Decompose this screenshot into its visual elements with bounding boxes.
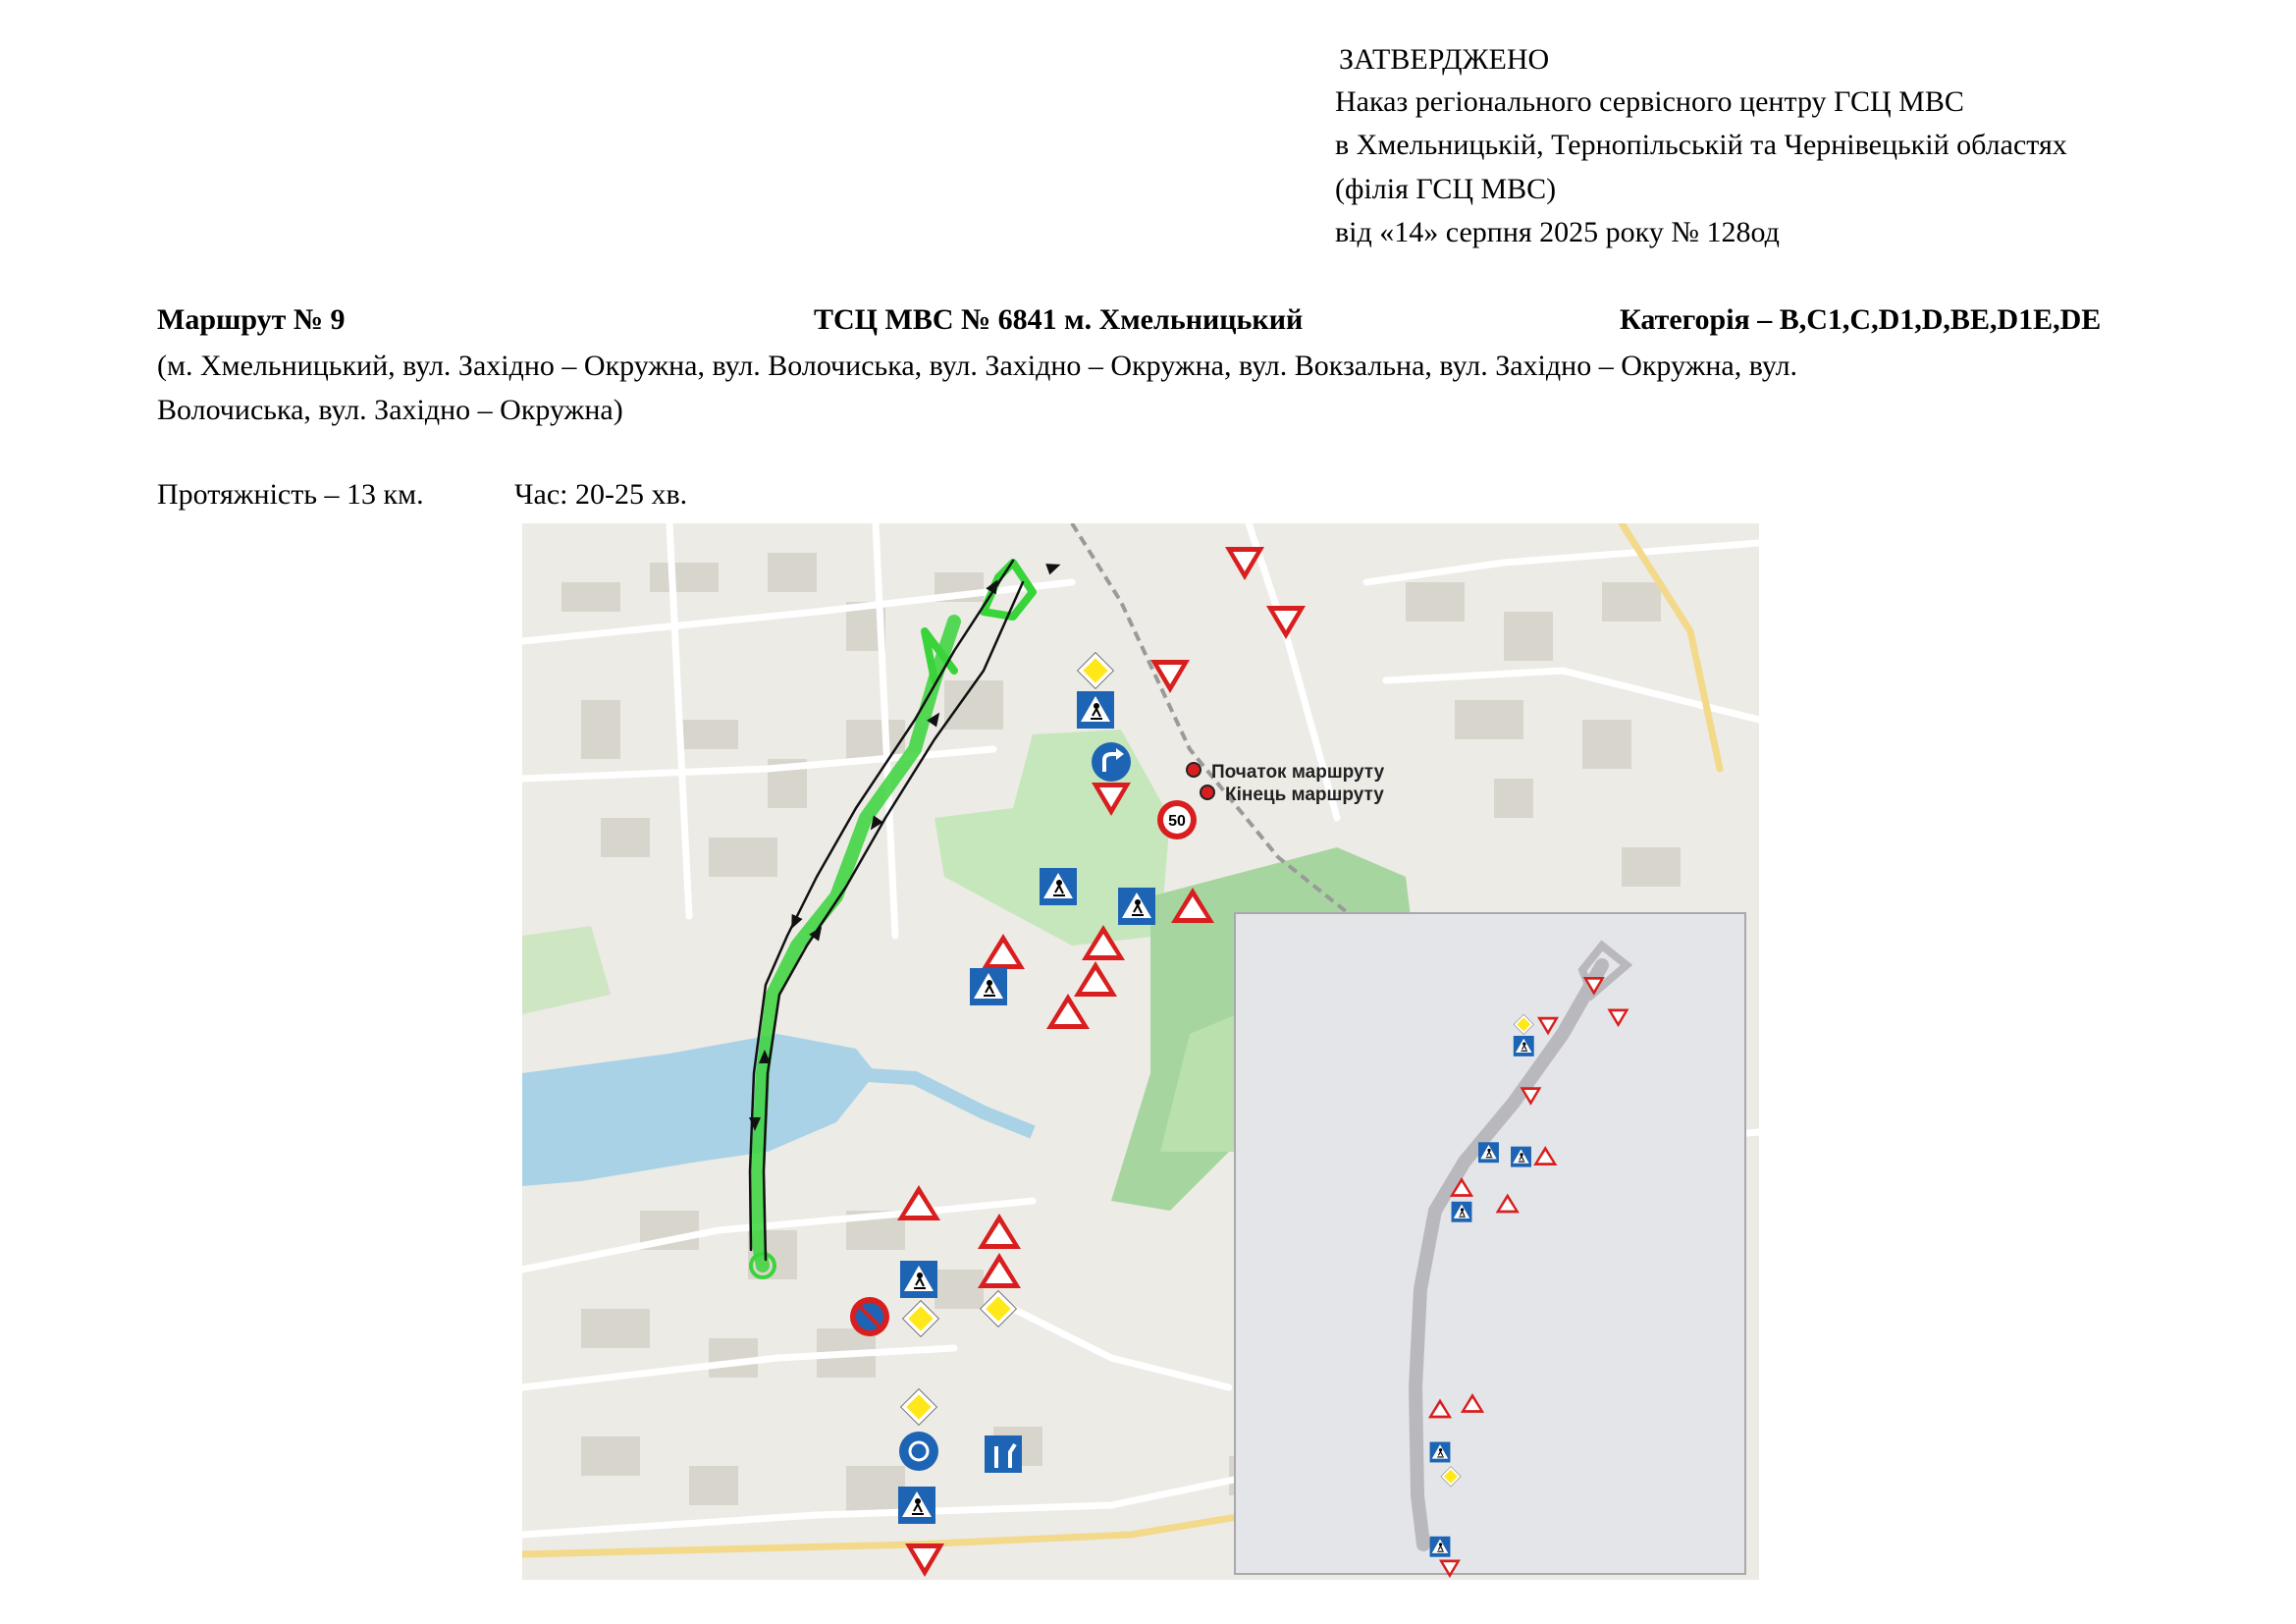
route-number: Маршрут № 9 [157, 303, 346, 336]
route-length: Протяжність – 13 км. [157, 478, 424, 511]
turn-right-sign-icon [1092, 742, 1131, 782]
roundabout-sign-icon [899, 1432, 938, 1471]
legend-end-label: Кінець маршруту [1225, 785, 1384, 805]
pedestrian-crossing-sign-icon [1430, 1537, 1451, 1557]
approval-line-branch: (філія ГСЦ МВС) [1335, 173, 1557, 205]
pedestrian-crossing-sign-icon [1511, 1147, 1531, 1167]
pedestrian-crossing-sign-icon [1514, 1036, 1534, 1056]
route-map [522, 523, 1759, 1580]
pedestrian-crossing-sign-icon [898, 1487, 935, 1524]
route-description-line-1: (м. Хмельницький, вул. Західно – Окружна, вул. Волочиська, вул. Західно – Окружна, вул. Вокзальна, вул. Західно – Окружна, вул. [157, 350, 1798, 382]
pedestrian-crossing-sign-icon [1077, 691, 1114, 729]
route-description-line-2: Волочиська, вул. Західно – Окружна) [157, 394, 623, 426]
approval-heading: ЗАТВЕРДЖЕНО [1339, 43, 1550, 76]
pedestrian-crossing-sign-icon [900, 1261, 937, 1298]
pedestrian-crossing-sign-icon [1478, 1142, 1499, 1163]
approval-line-regions: в Хмельницькій, Тернопільській та Чернівецькій областях [1335, 129, 2067, 161]
speed-limit-sign-icon [1157, 800, 1197, 839]
approval-line-order: Наказ регіонального сервісного центру ГСЦ МВС [1335, 85, 1964, 118]
pedestrian-crossing-sign-icon [1452, 1202, 1472, 1222]
route-overview-inset [1235, 913, 1745, 1578]
legend-start-label: Початок маршруту [1211, 762, 1385, 783]
route-center: ТСЦ МВС № 6841 м. Хмельницький [814, 303, 1304, 336]
route-time: Час: 20-25 хв. [514, 478, 688, 511]
lane-direction-sign-icon [985, 1435, 1022, 1473]
pedestrian-crossing-sign-icon [1430, 1442, 1451, 1463]
approval-line-date: від «14» серпня 2025 року № 128од [1335, 216, 1780, 248]
pedestrian-crossing-sign-icon [970, 968, 1007, 1005]
pedestrian-crossing-sign-icon [1118, 888, 1155, 925]
route-category: Категорія – B,C1,C,D1,D,BE,D1E,DE [1620, 303, 2102, 336]
svg-text:50: 50 [1168, 813, 1186, 830]
pedestrian-crossing-sign-icon [1040, 868, 1077, 905]
no-parking-sign-icon [850, 1297, 889, 1336]
